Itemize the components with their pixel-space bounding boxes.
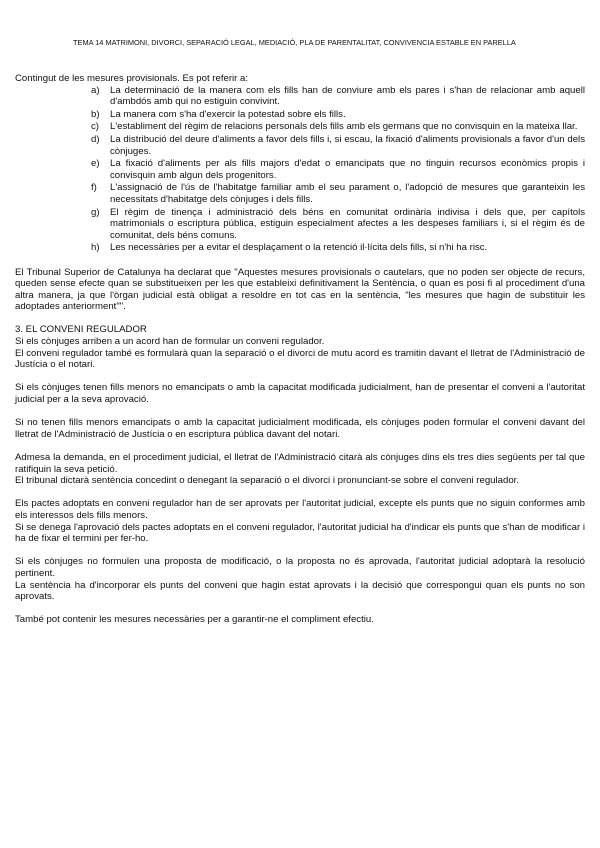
list-item: [92, 182, 585, 205]
list-item-text: La determinació de la manera com els fills han de conviure amb els pares i s'han de relacionar amb aquell d'ambdós amb qui no estiguin convivint.: [110, 84, 585, 108]
list-item-text: La manera com s'ha d'exercir la potestad sobre els fills.: [110, 108, 346, 120]
list-item-text: Les necessàries per a evitar el desplaçament o la retenció il·lícita dels fills, si n'hi ha risc.: [110, 242, 488, 254]
paragraph: També pot contenir les mesures necessàries per a garantir-ne el compliment efectiu.: [15, 614, 374, 626]
list-marker: c): [91, 121, 99, 133]
list-marker: b): [91, 108, 100, 120]
paragraph: Admesa la demanda, en el procediment judicial, el lletrat de l'Administració citarà als cònjuges dins els tres dies següents per tal que ratifiquin la seva petició.: [15, 452, 585, 475]
list-item: [92, 134, 585, 157]
list-marker: h): [91, 242, 100, 254]
section-title: 3. EL CONVENI REGULADOR: [15, 324, 147, 336]
list-item: [92, 158, 585, 181]
list-item: [92, 207, 585, 242]
list-marker: e): [91, 158, 100, 170]
paragraph: Si se denega l'aprovació dels pactes adoptats en el conveni regulador, l'autoritat judicial ha d'indicar els punts que s'han de modificar i ha de fixar el termini per fer-ho.: [15, 521, 585, 545]
paragraph: El conveni regulador també es formularà quan la separació o el divorci de mutu acord es tramitin davant el lletrat de l'Administració de Justícia o el notari.: [15, 347, 585, 371]
list-item-text: L'assignació de l'ús de l'habitatge familiar amb el seu parament o, l'adopció de mesures que garanteixin les necessitats d'habitatge dels cònjuges i dels fills.: [110, 182, 585, 205]
paragraph: Si els cònjuges tenen fills menors no emancipats o amb la capacitat modificada judicialment, han de presentar el conveni a l'autoritat judicial per a la seva aprovació.: [15, 382, 585, 406]
measures-intro: Contingut de les mesures provisionals. Es pot referir a:: [15, 73, 249, 84]
list-marker: f): [91, 182, 97, 194]
paragraph: Els pactes adoptats en conveni regulador han de ser aprovats per l'autoritat judicial, excepte els punts que no siguin conformes amb els interessos dels fills menors.: [15, 498, 585, 521]
paragraph: La sentència ha d'incorporar els punts del conveni que hagin estat aprovats i la decisió que correspongui quan els punts no son aprovats.: [15, 579, 585, 603]
list-item: [92, 85, 585, 108]
list-item-text: La distribució del deure d'aliments a favor dels fills i, si escau, la fixació d'aliments provisionals a favor d'un dels cònjuges.: [110, 133, 585, 157]
list-item: [92, 121, 585, 133]
paragraph: Si els cònjuges no formulen una proposta de modificació, o la proposta no és aprovada, l'autoritat judicial adoptarà la resolució pertinent.: [15, 556, 585, 579]
tsjc-paragraph: El Tribunal Superior de Catalunya ha declarat que "Aquestes mesures provisionals o cautelars, que no poden ser objecte de recurs, queden sense efecte quan se substitueixen per les que estableixi definitivament la Sentència, o quan es posi fi al procediment d'una altra manera, ja que l'òrgan judicial està obligat a resoldre en tot cas en la sentència, "les mesures que hagin de substituir les adoptades anteriorment"".: [15, 266, 585, 313]
list-marker: a): [91, 84, 100, 96]
paragraph: Si els cònjuges arriben a un acord han de formular un conveni regulador.: [15, 336, 325, 348]
list-item: [92, 109, 585, 121]
list-item-text: L'establiment del règim de relacions personals dels fills amb els germans que no convisquin en la mateixa llar.: [110, 121, 578, 133]
list-marker: g): [91, 206, 100, 218]
list-item: [92, 242, 585, 254]
list-item-text: La fixació d'aliments per als fills majors d'edat o emancipats que no tinguin recursos econòmics propis i convisquin amb algun dels progenitors.: [110, 158, 585, 181]
document-body: [15, 73, 585, 626]
measures-list: [15, 85, 585, 254]
paragraph: El tribunal dictarà sentència concedint o denegant la separació o el divorci i pronunciant-se sobre el conveni regulador.: [15, 475, 519, 487]
paragraph: Si no tenen fills menors emancipats o amb la capacitat judicialment modificada, els cònjuges poden formular el conveni davant del lletrat de l'Administració de Justícia o en escriptura pública davant del notari.: [15, 417, 585, 440]
list-marker: d): [91, 133, 100, 145]
page-header: TEMA 14 MATRIMONI, DIVORCI, SEPARACIÓ LEGAL, MEDIACIÓ, PLA DE PARENTALITAT, CONVIVENCIA ESTABLE EN PARELLA: [73, 38, 516, 47]
list-item-text: El règim de tinença i administració dels béns en comunitat ordinària indivisa i dels que, per capítols matrimonials o escriptura pública, estiguin especialment afectes a les despeses familiars i, si el règim és de comunitat, dels béns comuns.: [110, 206, 585, 241]
